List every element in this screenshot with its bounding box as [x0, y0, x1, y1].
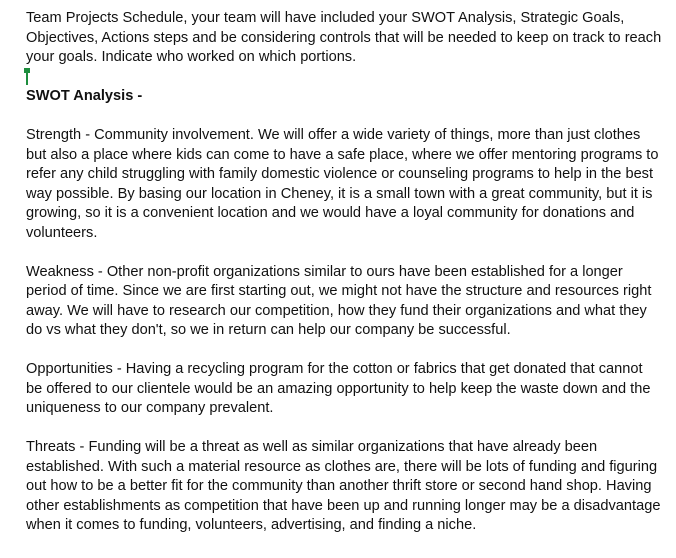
- blank-line: [26, 107, 662, 127]
- strength-paragraph: Strength - Community involvement. We will offer a wide variety of things, more than just clothes but also a place where kids can come to have a safe place, where we offer mentoring programs to refer any child struggling with family domestic violence or counseling programs to help in the best way possible. By basing our location in Cheney, it is a small town with a great community, but it is growing, so it is a convenient location and we would have a loyal community for donations and volunteers.: [26, 127, 659, 241]
- threats-paragraph: Threats - Funding will be a threat as well as similar organizations that have already been established. With such a material resource as clothes are, there will be lots of funding and figuring out how to be a better fit for the community than another thrift store or second hand shop. Having other establishments as competition that have been up and running longer may be a disadvantage when it comes to funding, volunteers, advertising, and finding a niche.: [26, 439, 661, 533]
- blank-line: [26, 419, 662, 439]
- text-cursor: [26, 68, 28, 85]
- opportunities-paragraph: Opportunities - Having a recycling program for the cotton or fabrics that get donated that cannot be offered to our clientele would be an amazing opportunity to help keep the waste down and the uniqueness to our company prevalent.: [26, 361, 651, 416]
- document-body[interactable]: [26, 9, 662, 536]
- intro-paragraph: Team Projects Schedule, your team will have included your SWOT Analysis, Strategic Goals, Objectives, Actions steps and be considering controls that will be needed to keep on track to reach your goals. Indicate who worked on which portions.: [26, 10, 662, 65]
- blank-line: [26, 341, 662, 361]
- blank-line: [26, 243, 662, 263]
- swot-heading: SWOT Analysis -: [26, 88, 143, 104]
- empty-line-with-cursor[interactable]: [26, 68, 662, 88]
- weakness-paragraph: Weakness - Other non-profit organizations similar to ours have been established for a longer period of time. Since we are first starting out, we might not have the structure and resources right away. We will have to research our competition, how they fund their organizations and what they do vs what they don't, so we in return can help our company be successful.: [26, 263, 652, 338]
